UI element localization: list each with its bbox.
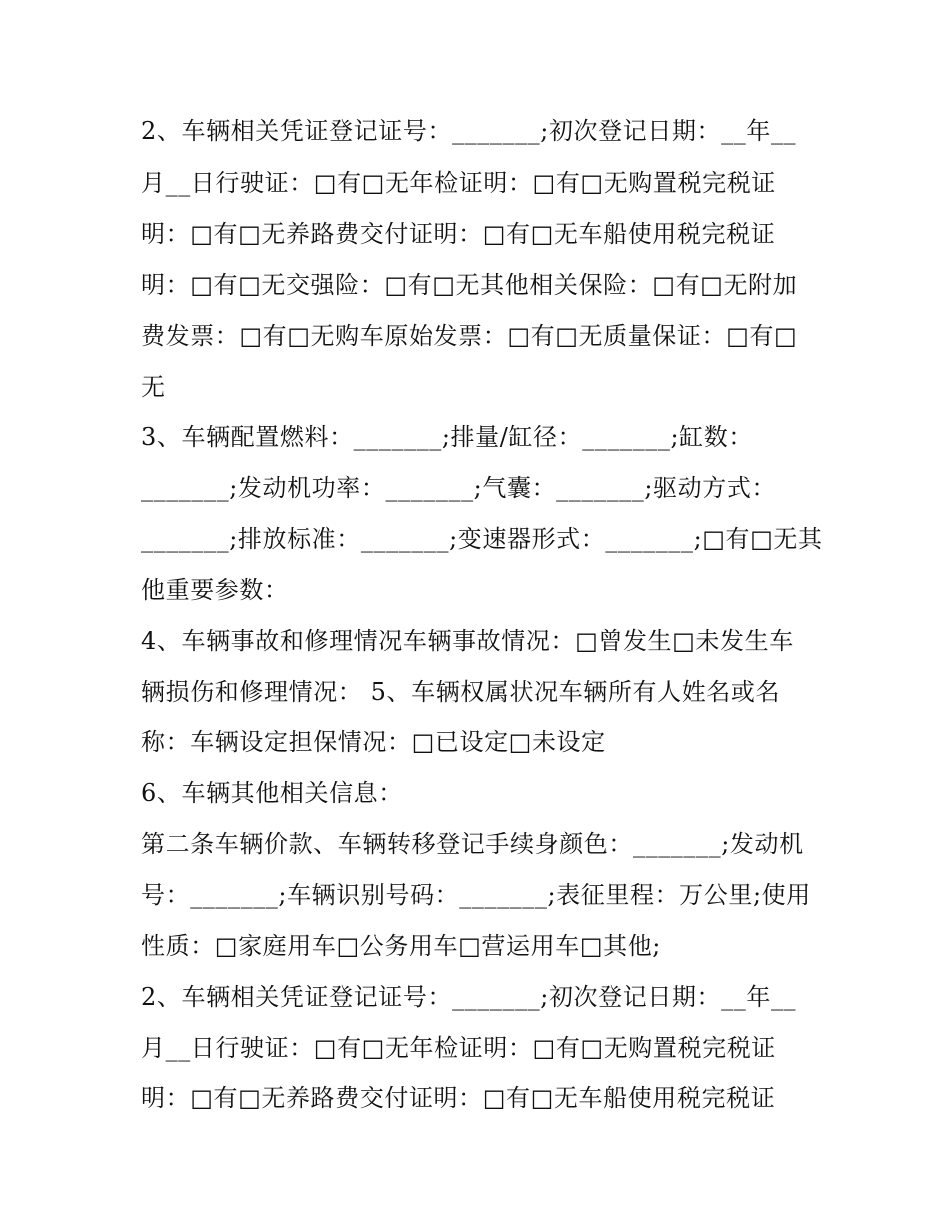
text-line: 辆损伤和修理情况： 5、车辆权属状况车辆所有人姓名或名 xyxy=(141,678,781,706)
text-line: 明：□有□无交强险：□有□无其他相关保险：□有□无附加 xyxy=(141,271,798,299)
text-line: 2、车辆相关凭证登记证号：_______;初次登记日期：__年__ xyxy=(141,983,797,1011)
text-line: 号：_______;车辆识别号码：_______;表征里程：万公里;使用 xyxy=(141,881,811,909)
text-line: 6、车辆其他相关信息： xyxy=(141,779,403,807)
text-line: 明：□有□无养路费交付证明：□有□无车船使用税完税证 xyxy=(141,220,776,248)
text-line: 费发票：□有□无购车原始发票：□有□无质量保证：□有□ xyxy=(141,322,798,350)
text-line: 2、车辆相关凭证登记证号：_______;初次登记日期：__年__ xyxy=(141,117,797,145)
text-line: _______;发动机功率：_______;气囊：_______;驱动方式： xyxy=(141,474,777,502)
text-line: 明：□有□无养路费交付证明：□有□无车船使用税完税证 xyxy=(141,1084,776,1112)
text-line: 他重要参数： xyxy=(141,576,289,604)
text-line: 无 xyxy=(141,373,166,401)
text-line: 月__日行驶证：□有□无年检证明：□有□无购置税完税证 xyxy=(141,169,776,197)
text-line: _______;排放标准：_______;变速器形式：_______;□有□无其 xyxy=(141,525,823,553)
text-line: 3、车辆配置燃料：_______;排量/缸径：_______;缸数： xyxy=(141,423,753,451)
text-line: 4、车辆事故和修理情况车辆事故情况：□曾发生□未发生车 xyxy=(141,627,794,655)
text-line: 月__日行驶证：□有□无年检证明：□有□无购置税完税证 xyxy=(141,1034,776,1062)
text-line: 称：车辆设定担保情况：□已设定□未设定 xyxy=(141,728,606,756)
text-line: 性质：□家庭用车□公务用车□营运用车□其他; xyxy=(141,932,661,960)
text-line: 第二条车辆价款、车辆转移登记手续身颜色：_______;发动机 xyxy=(141,830,804,858)
